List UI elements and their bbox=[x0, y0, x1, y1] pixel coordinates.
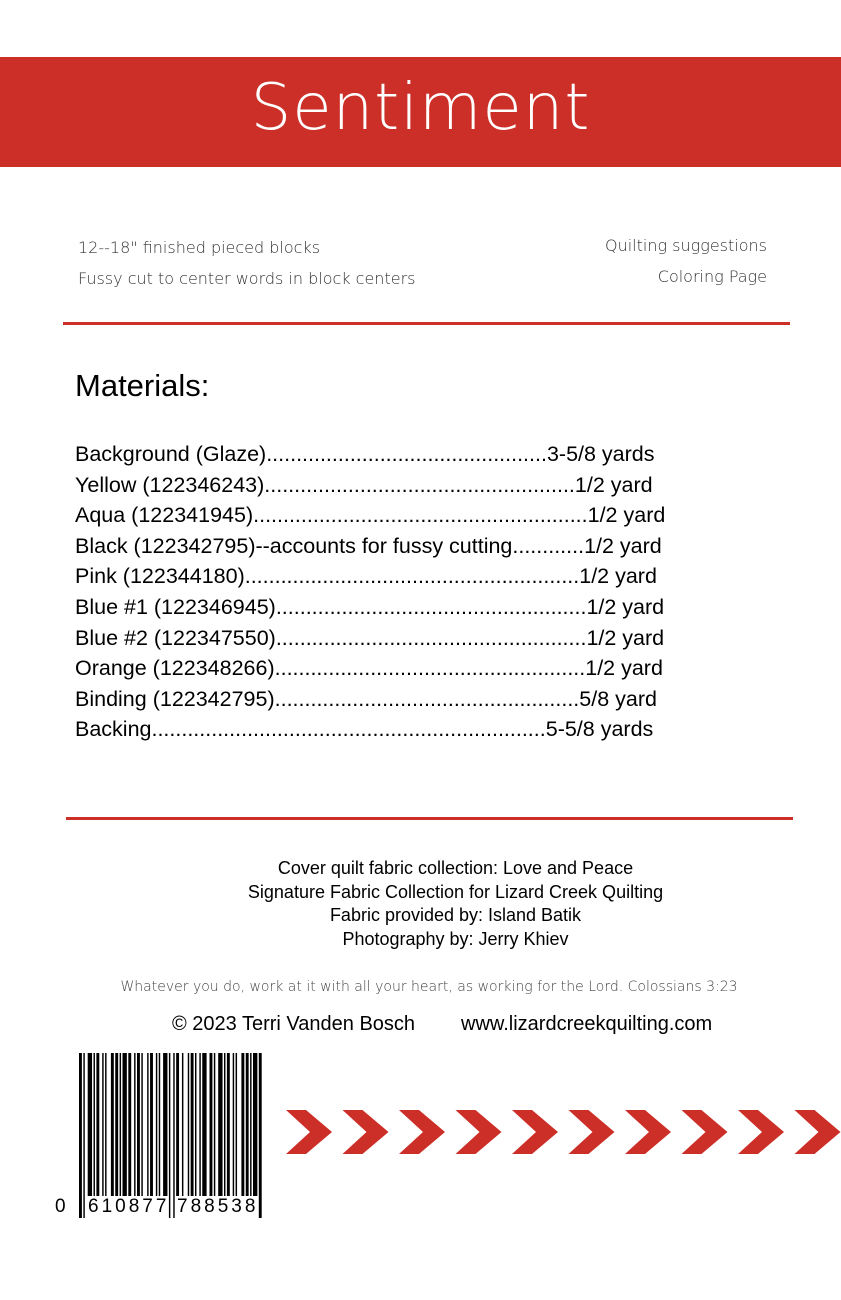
material-row: Binding (122342795)...................................................5/8 yard bbox=[75, 686, 657, 711]
credits-block bbox=[100, 857, 811, 951]
materials-list bbox=[75, 439, 665, 745]
feature-coloring-page: Coloring Page bbox=[657, 267, 767, 286]
chevron-arrows-decoration bbox=[286, 1110, 841, 1154]
material-row: Black (122342795)--accounts for fussy cutting............1/2 yard bbox=[75, 533, 662, 558]
materials-heading: Materials: bbox=[75, 368, 210, 403]
material-row: Aqua (122341945)........................................................1/2 yard bbox=[75, 503, 666, 528]
barcode-digits-left: 610877 bbox=[88, 1196, 170, 1217]
divider-top bbox=[63, 322, 790, 325]
material-row: Orange (122348266)....................................................1/2 yard bbox=[75, 656, 663, 681]
material-row: Pink (122344180)........................................................1/2 yard bbox=[75, 564, 657, 589]
feature-quilting-suggestions: Quilting suggestions bbox=[604, 236, 767, 255]
page-title: Sentiment bbox=[250, 71, 591, 145]
credit-fabric-provider: Fabric provided by: Island Batik bbox=[329, 905, 582, 925]
credit-photography: Photography by: Jerry Khiev bbox=[342, 928, 569, 949]
website-link[interactable]: www.lizardcreekquilting.com bbox=[461, 1013, 713, 1035]
barcode-digit-system: 0 bbox=[55, 1196, 66, 1217]
title-banner bbox=[0, 57, 841, 167]
barcode-digits-right: 788538 bbox=[177, 1196, 259, 1217]
material-row: Background (Glaze)...............................................3-5/8 yards bbox=[75, 442, 655, 466]
material-row: Blue #1 (122346945)....................................................1/2 yard bbox=[75, 594, 665, 619]
barcode-icon bbox=[55, 1053, 270, 1218]
copyright-text: © 2023 Terri Vanden Bosch bbox=[172, 1013, 416, 1035]
credit-signature: Signature Fabric Collection for Lizard Creek Quilting bbox=[247, 881, 664, 902]
credit-collection: Cover quilt fabric collection: Love and Peace bbox=[277, 858, 634, 878]
material-row: Yellow (122346243)....................................................1/2 yard bbox=[75, 472, 653, 497]
feature-block-size: 12--18" finished pieced blocks bbox=[78, 238, 321, 257]
material-row: Backing..................................................................5-5/8 yards bbox=[75, 717, 654, 742]
feature-fussy-cut: Fussy cut to center words in block centers bbox=[78, 269, 416, 288]
divider-bottom bbox=[66, 817, 793, 820]
bible-verse: Whatever you do, work at it with all your heart, as working for the Lord. Colossians 3:23 bbox=[120, 979, 738, 995]
material-row: Blue #2 (122347550)....................................................1/2 yard bbox=[75, 625, 665, 650]
